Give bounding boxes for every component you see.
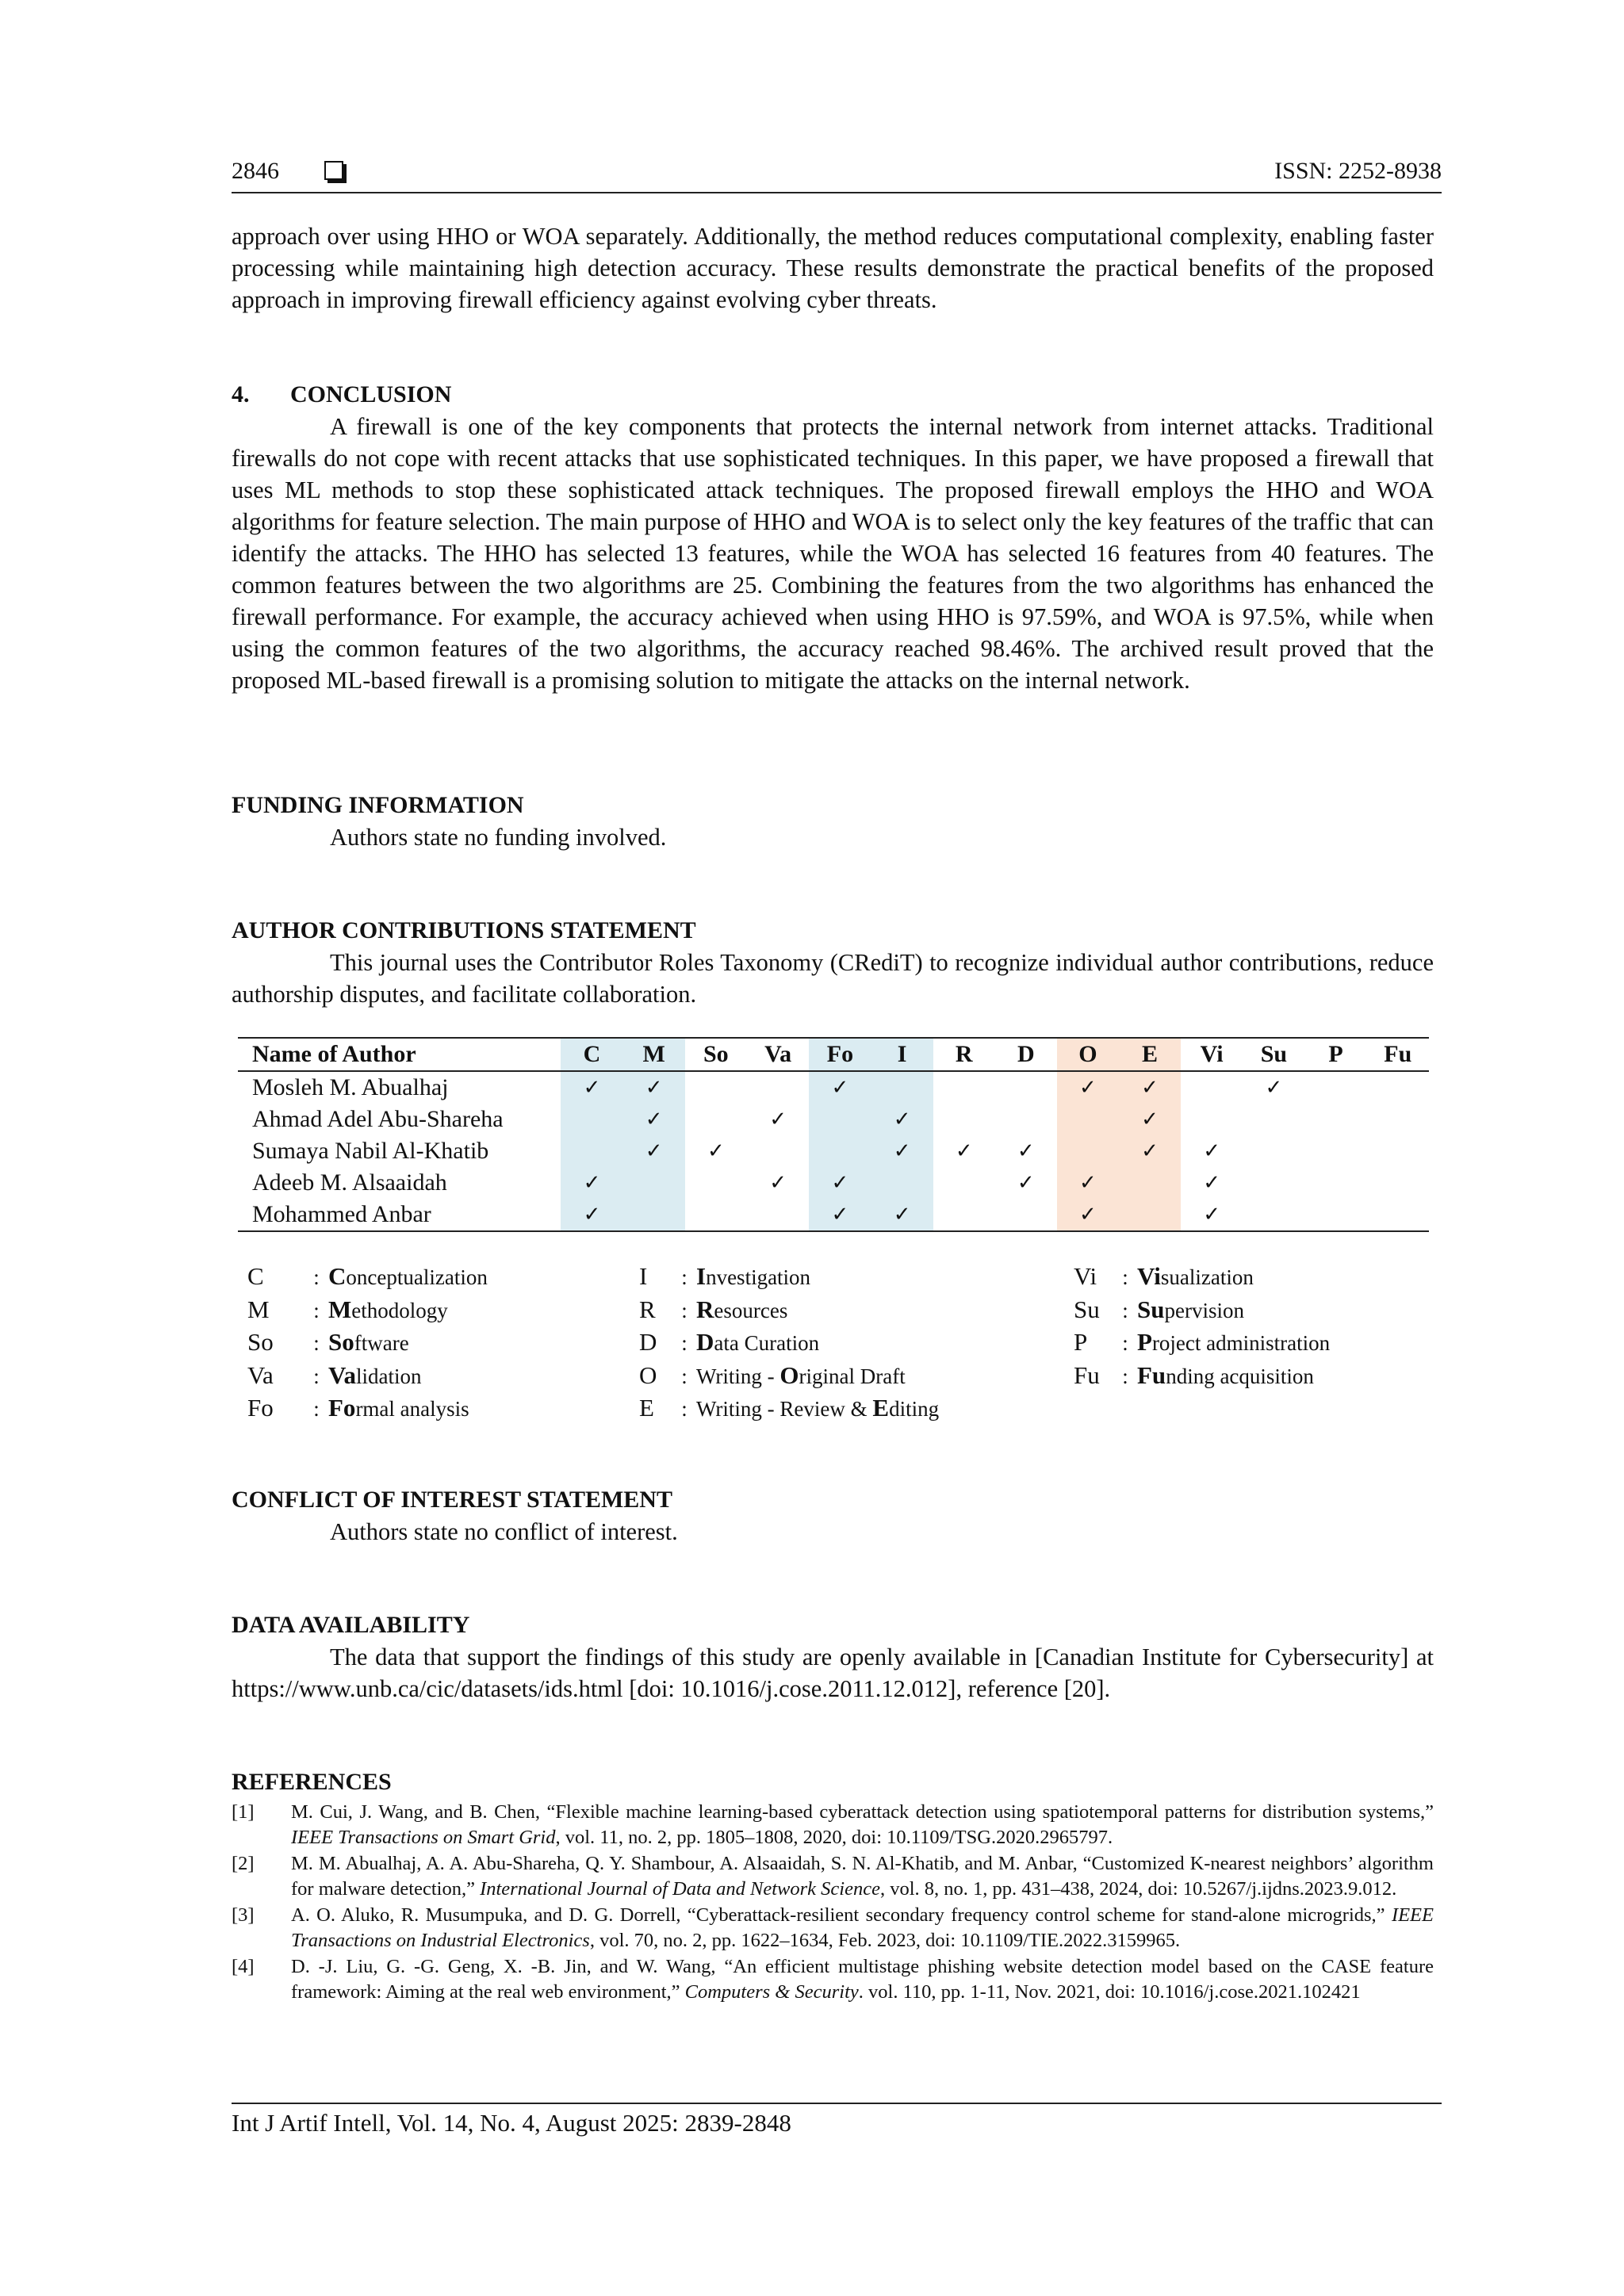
author-name: Mohammed Anbar [252, 1201, 431, 1227]
author-name: Ahmad Adel Abu-Shareha [252, 1106, 504, 1132]
empty-cell [1305, 1167, 1367, 1199]
empty-cell [933, 1167, 995, 1199]
legend-abbr: Fo [247, 1394, 274, 1422]
legend-abbr: R [639, 1295, 656, 1323]
funding-text: Authors state no funding involved. [330, 824, 667, 851]
legend-colon: : [1122, 1331, 1128, 1355]
role-column-header: P [1328, 1041, 1343, 1067]
empty-cell [685, 1199, 747, 1231]
legend-colon: : [313, 1331, 320, 1355]
legend-item [1074, 1326, 1330, 1360]
check-mark: ✓ [1017, 1171, 1035, 1195]
check-mark: ✓ [809, 1071, 871, 1104]
legend-rest: diting [889, 1397, 940, 1421]
legend-rest: nding acquisition [1166, 1364, 1314, 1388]
legend-colon: : [681, 1331, 688, 1355]
role-column-header: Va [764, 1041, 792, 1067]
references-heading: REFERENCES [232, 1769, 392, 1795]
legend-rest: lidation [356, 1364, 422, 1388]
empty-cell [1181, 1104, 1243, 1135]
legend-colon: : [313, 1364, 320, 1388]
legend-colon: : [1122, 1265, 1128, 1289]
legend-colon: : [1122, 1364, 1128, 1388]
reference-authors-title: D. -J. Liu, G. -G. Geng, X. -B. Jin, and W. Wang, “An efficient multistage phishing website detection model based on the CASE feature framework: Aiming at the real web environment,” [291, 1956, 1434, 2003]
legend-colon: : [681, 1298, 688, 1322]
reference-number: [1] [232, 1801, 255, 1823]
table-row [238, 1199, 1429, 1231]
reference-authors-title: M. Cui, J. Wang, and B. Chen, “Flexible machine learning-based cyberattack detection using spatiotemporal patterns for distribution systems,” [291, 1801, 1434, 1823]
reference-number: [3] [232, 1904, 255, 1926]
legend-colon: : [1122, 1298, 1128, 1322]
conflict-text: Authors state no conflict of interest. [330, 1518, 678, 1545]
reference-number: [2] [232, 1853, 255, 1874]
role-column-header: E [1119, 1038, 1181, 1071]
empty-cell [623, 1167, 685, 1199]
role-column-header: M [623, 1038, 685, 1071]
legend-item [247, 1326, 488, 1360]
legend-lead: So [328, 1328, 354, 1356]
empty-cell [1119, 1199, 1181, 1231]
legend-lead: D [696, 1328, 714, 1356]
legend-lead: Va [328, 1360, 357, 1389]
reference-details: , vol. 70, no. 2, pp. 1622–1634, Feb. 2023, doi: 10.1109/TIE.2022.3159965. [589, 1929, 1181, 1951]
empty-cell [1243, 1104, 1304, 1135]
check-mark: ✓ [1119, 1071, 1181, 1104]
section-number: 4. [232, 381, 250, 408]
legend-item [639, 1326, 939, 1360]
empty-cell [685, 1167, 747, 1199]
role-column-header: Fu [1384, 1041, 1412, 1067]
page-number: 2846 [232, 158, 279, 184]
check-mark: ✓ [1203, 1171, 1221, 1195]
empty-cell [623, 1199, 685, 1231]
reference-number: [4] [232, 1956, 255, 1977]
reference-details: , vol. 8, no. 1, pp. 431–438, 2024, doi: 10.5267/j.ijdns.2023.9.012. [879, 1877, 1397, 1900]
reference-venue: IEEE Transactions on Industrial Electronics [291, 1904, 1434, 1951]
empty-cell [1367, 1071, 1429, 1104]
role-column-header: Su [1260, 1041, 1288, 1067]
reference-authors-title: A. O. Aluko, R. Musumpuka, and D. G. Dorrell, “Cyberattack-resilient secondary frequency control scheme for stand-alone microgrids,” [291, 1904, 1392, 1926]
legend-item [639, 1360, 939, 1393]
empty-cell [685, 1104, 747, 1135]
legend-rest: ata Curation [714, 1331, 820, 1355]
check-mark: ✓ [1203, 1139, 1221, 1163]
legend-column-3 [1074, 1261, 1330, 1392]
legend-abbr: Vi [1074, 1262, 1097, 1290]
legend-item [639, 1294, 939, 1327]
legend-lead: I [696, 1262, 707, 1290]
check-mark: ✓ [707, 1139, 725, 1163]
empty-cell [1243, 1167, 1304, 1199]
legend-item [247, 1360, 488, 1393]
empty-cell [995, 1071, 1057, 1104]
legend-rest: riginal Draft [799, 1364, 906, 1388]
reference-item [232, 1954, 1434, 2004]
legend-lead: C [328, 1262, 347, 1290]
role-column-header: I [871, 1038, 933, 1071]
check-mark: ✓ [561, 1167, 622, 1199]
author-name: Adeeb M. Alsaaidah [252, 1169, 447, 1196]
legend-abbr: O [639, 1360, 657, 1389]
legend-colon: : [681, 1364, 688, 1388]
legend-abbr: Fu [1074, 1360, 1100, 1389]
footer-rule [232, 2103, 1442, 2104]
conflict-heading: CONFLICT OF INTEREST STATEMENT [232, 1487, 672, 1513]
journal-footer: Int J Artif Intell, Vol. 14, No. 4, August 2025: 2839-2848 [232, 2109, 791, 2137]
legend-lead: P [1137, 1328, 1152, 1356]
role-column-header: D [1017, 1041, 1035, 1067]
section-heading-conclusion [232, 379, 451, 411]
legend-lead: M [328, 1295, 352, 1323]
role-column-header: O [1057, 1038, 1119, 1071]
contributions-text: This journal uses the Contributor Roles Taxonomy (CRediT) to recognize individual author contributions, reduce authorship disputes, and facilitate collaboration. [232, 949, 1434, 1008]
check-mark: ✓ [623, 1071, 685, 1104]
check-mark: ✓ [1017, 1139, 1035, 1163]
legend-item [1074, 1294, 1330, 1327]
legend-item [247, 1392, 488, 1425]
legend-rest: rmal analysis [355, 1397, 469, 1421]
legend-lead: Vi [1137, 1262, 1161, 1290]
empty-cell [809, 1104, 871, 1135]
section-title: CONCLUSION [290, 381, 452, 408]
reference-details: . vol. 110, pp. 1-11, Nov. 2021, doi: 10.1016/j.cose.2021.102421 [858, 1980, 1361, 2003]
legend-item [639, 1392, 939, 1425]
empty-cell [1305, 1135, 1367, 1167]
conclusion-paragraph: A firewall is one of the key components that protects the internal network from internet attacks. Traditional firewalls do not cope with recent attacks that use sophisticated techniques. In this paper, we have proposed a firewall that uses ML methods to stop these sophisticated attack techniques. The proposed firewall employs the HHO and WOA algorithms for feature selection. The main purpose of HHO and WOA is to select only the key features of the traffic that can identify the attacks. The HHO has selected 13 features, while the WOA has selected 16 features from 40 features. The common features between the two algorithms are 25. Combining the features from the two algorithms has enhanced the firewall performance. For example, the accuracy achieved when using HHO is 97.59%, and WOA is 97.5%, while when using the common features of the two algorithms, the accuracy reached 98.46%. The archived result proved that the proposed ML-based firewall is a promising solution to mitigate the attacks on the internal network. [232, 413, 1434, 694]
table-row [238, 1167, 1429, 1199]
legend-rest: ftware [354, 1331, 409, 1355]
legend-item [247, 1261, 488, 1294]
role-column-header: Vi [1200, 1041, 1224, 1067]
legend-rest: pervision [1164, 1298, 1244, 1322]
reference-text [291, 1800, 1434, 1850]
legend-column-1 [247, 1261, 488, 1425]
legend-colon: : [313, 1397, 320, 1421]
role-column-header: C [561, 1038, 622, 1071]
role-column-header: So [703, 1041, 729, 1067]
legend-rest: roject administration [1151, 1331, 1331, 1355]
check-mark: ✓ [561, 1199, 622, 1231]
role-column-header: R [955, 1041, 973, 1067]
check-mark: ✓ [809, 1199, 871, 1231]
empty-cell [1243, 1135, 1304, 1167]
empty-cell [1305, 1071, 1367, 1104]
empty-cell [561, 1135, 622, 1167]
check-mark: ✓ [1119, 1104, 1181, 1135]
check-mark: ✓ [769, 1108, 787, 1131]
empty-cell [1057, 1104, 1119, 1135]
legend-abbr: E [639, 1394, 654, 1422]
legend-rest: onceptualization [346, 1265, 488, 1289]
empty-cell [747, 1071, 809, 1104]
legend-lead: E [872, 1394, 890, 1422]
legend-lead: Fu [1137, 1360, 1166, 1389]
check-mark: ✓ [623, 1104, 685, 1135]
check-mark: ✓ [871, 1104, 933, 1135]
issn: ISSN: 2252-8938 [1274, 158, 1442, 184]
empty-cell [809, 1135, 871, 1167]
legend-item [639, 1261, 939, 1294]
reference-item [232, 1851, 1434, 1901]
legend-abbr: So [247, 1328, 274, 1356]
legend-item [1074, 1261, 1330, 1294]
legend-abbr: I [639, 1262, 648, 1290]
legend-rest: nvestigation [706, 1265, 811, 1289]
reference-item [232, 1903, 1434, 1953]
check-mark: ✓ [955, 1139, 973, 1163]
table-row [238, 1071, 1429, 1104]
legend-prefix: Writing - Review & [696, 1397, 873, 1421]
data-availability-text: The data that support the findings of this study are openly available in [Canadian Institute for Cybersecurity] at https://www.unb.ca/cic/datasets/ids.html [doi: 10.1016/j.cose.2011.12.012], reference [20]. [232, 1644, 1434, 1702]
legend-colon: : [681, 1265, 688, 1289]
check-mark: ✓ [769, 1171, 787, 1195]
contributions-table [238, 1037, 1429, 1232]
empty-cell [1367, 1199, 1429, 1231]
empty-cell [995, 1104, 1057, 1135]
empty-cell [685, 1071, 747, 1104]
reference-details: , vol. 11, no. 2, pp. 1805–1808, 2020, doi: 10.1109/TSG.2020.2965797. [555, 1826, 1113, 1848]
table-row [238, 1135, 1429, 1167]
empty-cell [1305, 1199, 1367, 1231]
check-mark: ✓ [561, 1071, 622, 1104]
legend-colon: : [313, 1265, 320, 1289]
legend-rest: ethodology [351, 1298, 448, 1322]
legend-column-2 [639, 1261, 939, 1425]
legend-rest: sualization [1160, 1265, 1254, 1289]
legend-abbr: M [247, 1295, 270, 1323]
empty-cell [933, 1199, 995, 1231]
empty-cell [1119, 1167, 1181, 1199]
legend-colon: : [681, 1397, 688, 1421]
square-bullet-icon [324, 161, 343, 180]
empty-cell [871, 1167, 933, 1199]
table-body [238, 1071, 1429, 1231]
check-mark: ✓ [809, 1167, 871, 1199]
empty-cell [1367, 1104, 1429, 1135]
empty-cell [1057, 1135, 1119, 1167]
check-mark: ✓ [1265, 1076, 1283, 1100]
check-mark: ✓ [1057, 1071, 1119, 1104]
check-mark: ✓ [623, 1135, 685, 1167]
author-name: Sumaya Nabil Al-Khatib [252, 1138, 489, 1164]
reference-text [291, 1954, 1434, 2004]
empty-cell [1181, 1071, 1243, 1104]
reference-text [291, 1851, 1434, 1901]
legend-abbr: Va [247, 1360, 274, 1389]
legend-abbr: C [247, 1262, 264, 1290]
check-mark: ✓ [1057, 1167, 1119, 1199]
legend-abbr: P [1074, 1328, 1088, 1356]
legend-lead: Su [1137, 1295, 1165, 1323]
empty-cell [1243, 1199, 1304, 1231]
reference-venue: IEEE Transactions on Smart Grid [291, 1826, 556, 1848]
empty-cell [995, 1199, 1057, 1231]
check-mark: ✓ [1057, 1199, 1119, 1231]
reference-venue: International Journal of Data and Network Science [480, 1877, 880, 1900]
check-mark: ✓ [871, 1135, 933, 1167]
check-mark: ✓ [1119, 1135, 1181, 1167]
empty-cell [747, 1199, 809, 1231]
name-column-header: Name of Author [252, 1041, 416, 1067]
funding-heading: FUNDING INFORMATION [232, 792, 524, 818]
legend-abbr: D [639, 1328, 657, 1356]
legend-prefix: Writing - [696, 1364, 780, 1388]
data-availability-heading: DATA AVAILABILITY [232, 1612, 470, 1638]
empty-cell [1305, 1104, 1367, 1135]
intro-paragraph: approach over using HHO or WOA separately. Additionally, the method reduces computational complexity, enabling faster processing while maintaining high detection accuracy. These results demonstrate the practical benefits of the proposed approach in improving firewall efficiency against evolving cyber threats. [232, 223, 1434, 313]
empty-cell [747, 1135, 809, 1167]
legend-lead: Fo [328, 1394, 356, 1422]
header-rule [232, 192, 1442, 193]
legend-item [1074, 1360, 1330, 1393]
reference-item [232, 1800, 1434, 1850]
empty-cell [1367, 1135, 1429, 1167]
legend-lead: O [779, 1360, 799, 1389]
legend-rest: esources [714, 1298, 788, 1322]
reference-list [232, 1800, 1434, 2006]
table-row [238, 1104, 1429, 1135]
reference-text [291, 1903, 1434, 1953]
role-column-header: Fo [809, 1038, 871, 1071]
legend-colon: : [313, 1298, 320, 1322]
empty-cell [561, 1104, 622, 1135]
empty-cell [1367, 1167, 1429, 1199]
reference-venue: Computers & Security [684, 1980, 859, 2003]
check-mark: ✓ [871, 1199, 933, 1231]
empty-cell [933, 1071, 995, 1104]
table-header-row [238, 1038, 1429, 1071]
check-mark: ✓ [1203, 1203, 1221, 1226]
reference-authors-title: M. M. Abualhaj, A. A. Abu-Shareha, Q. Y. Shambour, A. Alsaaidah, S. N. Al-Khatib, and M. Anbar, “Customized K-nearest neighbors’ algorithm for malware detection,” [291, 1853, 1434, 1900]
legend-item [247, 1294, 488, 1327]
author-name: Mosleh M. Abualhaj [252, 1074, 449, 1100]
legend-abbr: Su [1074, 1295, 1100, 1323]
contributions-heading: AUTHOR CONTRIBUTIONS STATEMENT [232, 917, 696, 943]
empty-cell [871, 1071, 933, 1104]
legend-lead: R [696, 1295, 714, 1323]
empty-cell [933, 1104, 995, 1135]
